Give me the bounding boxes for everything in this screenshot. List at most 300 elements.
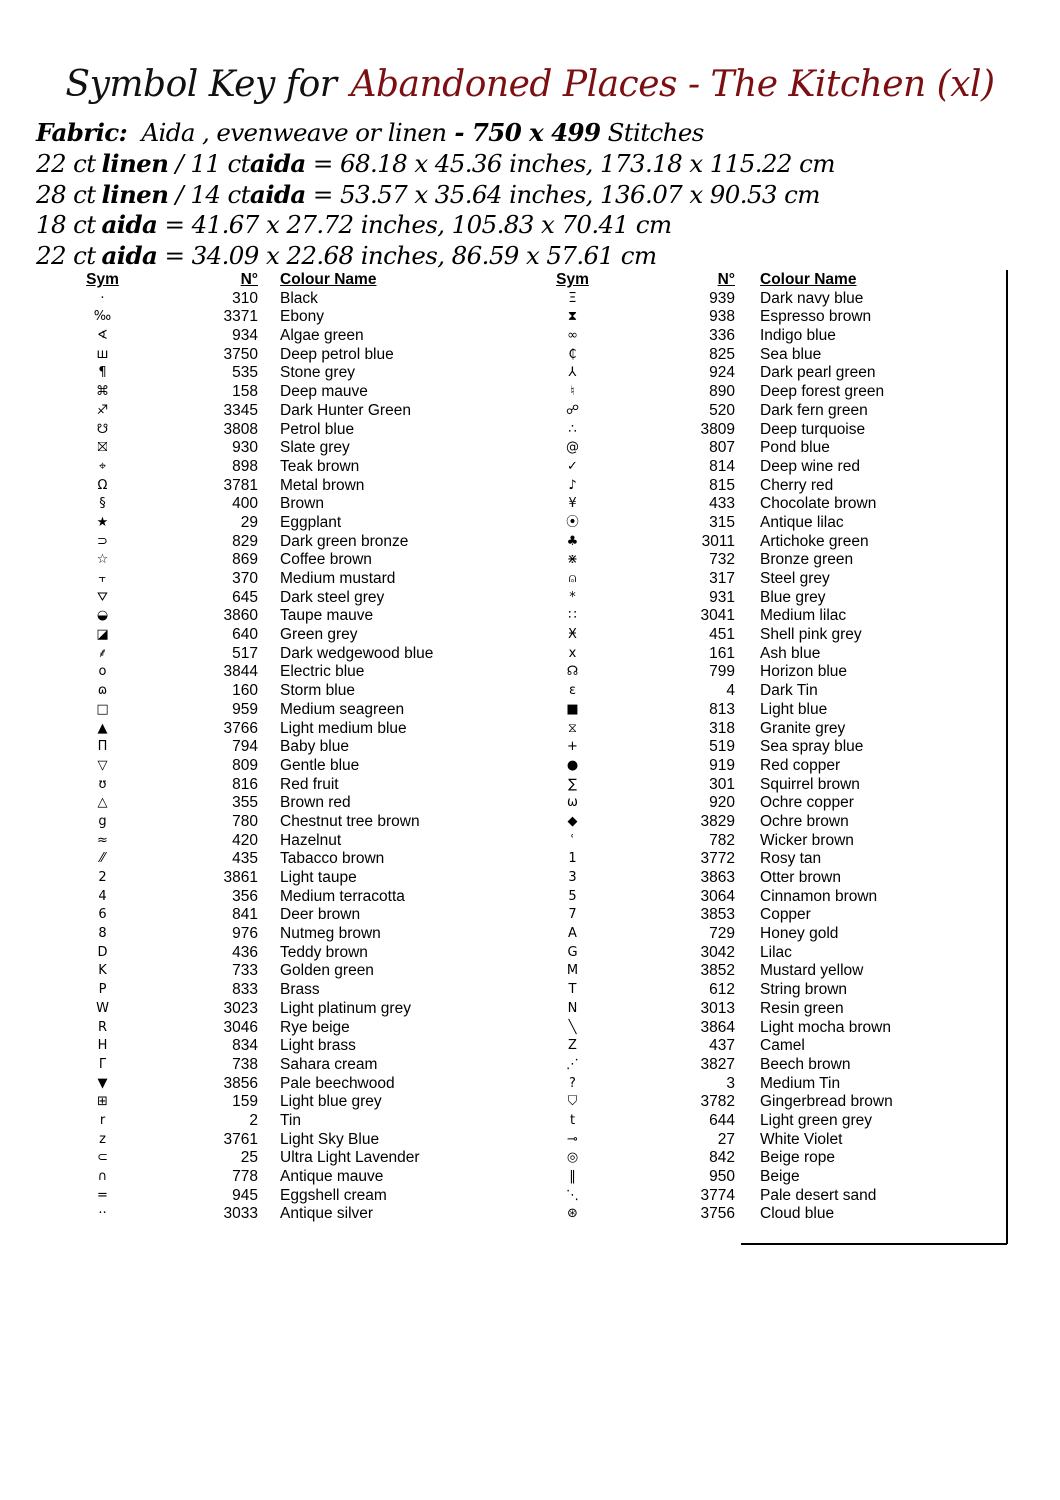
symbol-glyph: ∷ (568, 608, 577, 624)
table-row (70, 570, 490, 589)
table-row (70, 1037, 490, 1056)
dmc-number: 3750 (223, 345, 258, 363)
table-row (70, 813, 490, 832)
symbol-glyph: ∞ (567, 328, 578, 344)
colour-name: Lilac (760, 943, 792, 961)
header-num: N° (717, 271, 735, 288)
fabric-type: aida (101, 210, 158, 240)
dmc-number: 355 (232, 794, 258, 812)
colour-name: Light mocha brown (760, 1018, 891, 1036)
symbol-glyph: T (568, 982, 577, 998)
table-row (540, 1075, 1010, 1094)
colour-name: Pond blue (760, 439, 830, 457)
table-row (540, 645, 1010, 664)
symbol-glyph: ‰ (93, 309, 112, 325)
dmc-number: 3064 (700, 887, 735, 905)
colour-name: Medium mustard (280, 570, 396, 587)
colour-name: Teak brown (280, 457, 360, 475)
dmc-number: 435 (232, 850, 258, 868)
symbol-glyph: ш (96, 346, 109, 362)
table-row (70, 850, 490, 869)
table-row (70, 906, 490, 925)
colour-name: Shell pink grey (760, 626, 862, 644)
dmc-number: 809 (232, 756, 258, 774)
colour-name: Camel (760, 1037, 805, 1055)
symbol-glyph: ∩ (97, 1169, 108, 1184)
symbol-glyph: △ (97, 795, 108, 811)
fabric-size-line (36, 180, 1036, 211)
dmc-number: 780 (232, 812, 258, 830)
symbol-glyph: ʊ (98, 776, 107, 792)
symbol-glyph: ·· (98, 1206, 107, 1222)
colour-name: Brass (280, 981, 320, 999)
dmc-number: 160 (232, 682, 258, 700)
title-prefix: Symbol Key for (65, 64, 337, 105)
colour-name: Mustard yellow (760, 962, 864, 980)
colour-name: Nutmeg brown (280, 925, 381, 943)
colour-name: Rosy tan (760, 850, 822, 868)
colour-name: Chestnut tree brown (280, 812, 420, 830)
table-row (540, 720, 1010, 739)
colour-name: Dark wedgewood blue (280, 644, 434, 662)
dmc-number: 3013 (700, 999, 735, 1017)
colour-name: Light medium blue (280, 719, 407, 737)
symbol-glyph: ╲ (568, 1019, 577, 1035)
dmc-number: 158 (232, 383, 258, 401)
colour-name: Tabacco brown (280, 850, 385, 868)
colour-name: Dark Tin (760, 682, 818, 700)
symbol-glyph: Γ (98, 1056, 107, 1072)
symbol-glyph: ◪ (96, 627, 109, 643)
table-row (540, 458, 1010, 477)
dmc-number: 3042 (700, 943, 735, 961)
table-row (70, 720, 490, 739)
colour-name: Cloud blue (760, 1205, 835, 1223)
header-name: Colour Name (760, 271, 857, 288)
colour-name: Cinnamon brown (760, 887, 878, 905)
table-row (540, 402, 1010, 421)
dmc-number: 976 (232, 925, 258, 943)
table-row (540, 570, 1010, 589)
symbol-glyph: ⛛ (97, 589, 108, 605)
table-row (70, 701, 490, 720)
fabric-label: Fabric: (36, 118, 128, 147)
dmc-number: 451 (709, 626, 735, 644)
symbol-glyph: ⛝ (97, 440, 108, 456)
table-row (70, 925, 490, 944)
table-row (540, 607, 1010, 626)
dmc-number: 931 (709, 588, 735, 606)
colour-name: Granite grey (760, 719, 846, 737)
dmc-number: 738 (232, 1055, 258, 1073)
table-row (70, 1112, 490, 1131)
table-row (540, 551, 1010, 570)
dmc-number: 829 (232, 532, 258, 550)
symbol-glyph: 3 (568, 870, 577, 885)
symbol-glyph: ⦿ (565, 514, 579, 530)
symbol-glyph: A (568, 926, 577, 942)
symbol-glyph: □ (96, 701, 109, 717)
dmc-number: 437 (709, 1037, 735, 1055)
dmc-number: 3863 (700, 869, 735, 886)
table-row (70, 364, 490, 383)
colour-name: Light Sky Blue (280, 1130, 380, 1148)
colour-name: Artichoke green (760, 532, 869, 550)
dmc-number: 159 (232, 1093, 258, 1111)
table-row (540, 346, 1010, 365)
symbol-glyph: 7 (568, 907, 577, 923)
table-row (70, 888, 490, 907)
table-row (540, 794, 1010, 813)
stitch-suffix: Stitches (607, 118, 704, 147)
colour-name: Petrol blue (280, 420, 355, 438)
table-row (70, 1093, 490, 1112)
dmc-number: 3808 (223, 420, 258, 438)
table-row (540, 1205, 1010, 1224)
table-row (70, 962, 490, 981)
dmc-number: 2 (249, 1111, 258, 1129)
dmc-number: 898 (232, 457, 258, 475)
dmc-number: 807 (709, 439, 735, 457)
dmc-number: 869 (232, 551, 258, 569)
table-row (70, 439, 490, 458)
table-row (540, 533, 1010, 552)
table-row (70, 738, 490, 757)
table-row (540, 663, 1010, 682)
dmc-number: 3782 (700, 1093, 735, 1111)
symbol-glyph: 6 (98, 907, 107, 923)
table-row (540, 1149, 1010, 1168)
symbol-glyph: M (566, 963, 579, 979)
table-row (70, 626, 490, 645)
colour-name: Tin (280, 1111, 301, 1129)
dmc-number: 3852 (700, 962, 735, 980)
table-row (540, 1000, 1010, 1019)
symbol-glyph: ◆ (567, 813, 578, 829)
colour-name: Light brass (280, 1037, 356, 1055)
table-row (70, 346, 490, 365)
dmc-number: 3774 (700, 1186, 735, 1204)
symbol-glyph: ♣ (566, 533, 579, 549)
symbol-glyph: ◒ (96, 608, 109, 624)
symbol-glyph: ☍ (565, 402, 580, 418)
colour-name: Cherry red (760, 476, 834, 494)
colour-name: Otter brown (760, 869, 841, 886)
symbol-glyph: ? (569, 1075, 576, 1091)
colour-name: Pale desert sand (760, 1186, 877, 1204)
colour-name: Deep mauve (280, 383, 368, 401)
dmc-number: 318 (709, 719, 735, 737)
dmc-number: 3861 (223, 869, 258, 886)
table-row (70, 757, 490, 776)
table-header (540, 271, 1010, 290)
table-row (70, 776, 490, 795)
symbol-glyph: P (98, 982, 107, 998)
dmc-number: 815 (709, 476, 735, 494)
dmc-number: 3827 (700, 1055, 735, 1073)
table-row (70, 458, 490, 477)
dmc-number: 645 (232, 588, 258, 606)
symbol-glyph: ✓ (567, 458, 578, 474)
colour-name: Light taupe (280, 869, 357, 886)
colour-name: Hazelnut (280, 831, 342, 849)
dmc-number: 920 (709, 794, 735, 812)
colour-name: Pale beechwood (280, 1074, 395, 1092)
thread-count: 22 ct (36, 148, 96, 178)
table-row (540, 495, 1010, 514)
dmc-number: 3860 (223, 607, 258, 625)
dmc-number: 370 (232, 570, 258, 587)
table-row (70, 607, 490, 626)
symbol-glyph: ▼ (97, 1075, 108, 1091)
table-row (540, 1037, 1010, 1056)
table-row (540, 439, 1010, 458)
colour-name: Black (280, 289, 318, 307)
table-row (540, 813, 1010, 832)
pattern-name: Abandoned Places - The Kitchen (xl) (350, 64, 995, 105)
colour-name: Wicker brown (760, 831, 854, 849)
colour-name: Taupe mauve (280, 607, 374, 625)
symbol-glyph: ⫟ (98, 571, 107, 586)
table-row (70, 1149, 490, 1168)
colour-name: Algae green (280, 327, 364, 345)
colour-name: Ochre copper (760, 794, 854, 812)
colour-name: Indigo blue (760, 327, 836, 345)
symbol-glyph: ▽ (97, 757, 108, 773)
symbol-glyph: ♮ (570, 384, 575, 400)
table-row (70, 421, 490, 440)
dmc-number: 3864 (700, 1018, 735, 1036)
table-row (540, 589, 1010, 608)
symbol-glyph: W (96, 1000, 109, 1016)
dmc-number: 433 (709, 495, 735, 513)
dmc-number: 644 (709, 1111, 735, 1129)
dmc-number: 336 (709, 327, 735, 345)
colour-name: String brown (760, 981, 848, 999)
dimensions: = 41.67 x 27.72 inches, 105.83 x 70.41 cm (157, 210, 672, 240)
symbol-glyph: ☊ (566, 664, 579, 680)
symbol-glyph: x (568, 645, 577, 661)
symbol-glyph: ⸙ (97, 645, 108, 661)
stitch-count: 750 x 499 (471, 118, 601, 147)
symbol-glyph: Ӿ (568, 627, 577, 643)
table-row (540, 514, 1010, 533)
symbol-glyph: ⊂ (97, 1150, 108, 1166)
fabric-size-line (36, 149, 1036, 180)
fabric-type: linen (101, 179, 169, 209)
symbol-glyph: ≈ (97, 832, 108, 848)
table-row (70, 645, 490, 664)
colour-name: Electric blue (280, 663, 365, 681)
symbol-glyph: ¥ (568, 496, 577, 512)
colour-name: White Violet (760, 1130, 843, 1148)
symbol-glyph: ɛ (568, 683, 577, 699)
colour-name: Eggshell cream (280, 1186, 387, 1204)
colour-name: Beige (760, 1168, 800, 1185)
symbol-glyph: ⁄⁄ (100, 851, 105, 867)
dmc-number: 825 (709, 345, 735, 363)
table-row (70, 944, 490, 963)
dmc-number: 930 (232, 439, 258, 457)
dmc-number: 939 (709, 289, 735, 307)
colour-name: Medium Tin (760, 1074, 841, 1092)
dmc-number: 814 (709, 457, 735, 475)
dmc-number: 3 (726, 1074, 735, 1092)
colour-name: Dark pearl green (760, 364, 876, 382)
table-header (70, 271, 490, 290)
symbol-glyph: ɷ (97, 683, 108, 699)
dmc-number: 729 (709, 925, 735, 943)
symbol-glyph: ♐ (96, 402, 109, 418)
table-row (70, 290, 490, 309)
table-row (540, 1168, 1010, 1187)
dmc-number: 794 (232, 738, 258, 756)
table-row (70, 1205, 490, 1224)
dmc-number: 3772 (700, 850, 735, 868)
symbol-glyph: ⊛ (567, 1206, 578, 1222)
dmc-number: 3844 (223, 663, 258, 681)
dmc-number: 640 (232, 626, 258, 644)
fabric-size-line (36, 210, 1036, 241)
table-row (540, 364, 1010, 383)
symbol-glyph: N (567, 1000, 578, 1016)
table-row (70, 682, 490, 701)
colour-name: Light platinum grey (280, 999, 411, 1017)
symbol-glyph: 1 (568, 851, 577, 867)
symbol-glyph: ⅄ (568, 365, 577, 381)
colour-name: Sea spray blue (760, 738, 864, 756)
symbol-glyph: ∑ (568, 776, 577, 792)
colour-name: Stone grey (280, 364, 355, 382)
dmc-number: 799 (709, 663, 735, 681)
dmc-number: 29 (240, 513, 258, 531)
symbol-glyph: D (97, 944, 108, 960)
symbol-glyph: ∢ (97, 328, 108, 344)
table-row (70, 1131, 490, 1150)
symbol-glyph: R (97, 1019, 108, 1035)
dmc-number: 3033 (223, 1205, 258, 1223)
colour-name: Espresso brown (760, 308, 872, 326)
colour-name: Squirrel brown (760, 775, 860, 793)
table-row (540, 1019, 1010, 1038)
colour-name: Slate grey (280, 439, 350, 457)
symbol-glyph: ☆ (96, 552, 109, 568)
table-row (70, 589, 490, 608)
colour-name: Antique lilac (760, 513, 844, 531)
dmc-number: 301 (709, 775, 735, 793)
colour-name: Brown red (280, 794, 351, 812)
colour-name: Golden green (280, 962, 374, 980)
table-row (70, 1000, 490, 1019)
dmc-number: 25 (240, 1149, 258, 1167)
dmc-number: 782 (709, 831, 735, 849)
symbol-glyph: ¶ (98, 365, 107, 381)
colour-name: Dark navy blue (760, 289, 864, 307)
table-row (70, 869, 490, 888)
colour-name: Beech brown (760, 1055, 851, 1073)
symbol-glyph: ω (567, 795, 578, 811)
header-sym: Sym (556, 271, 589, 288)
symbol-glyph: ʿ (570, 832, 575, 848)
table-row (70, 794, 490, 813)
dmc-number: 3756 (700, 1205, 735, 1223)
symbol-glyph: ⊃ (97, 533, 108, 549)
symbol-glyph: ♪ (568, 477, 577, 493)
dmc-number: 945 (232, 1186, 258, 1204)
table-row (540, 1112, 1010, 1131)
symbol-glyph: ∴ (568, 421, 577, 437)
colour-name: Gingerbread brown (760, 1093, 893, 1111)
dmc-number: 3856 (223, 1074, 258, 1092)
table-row (540, 383, 1010, 402)
symbol-glyph: H (97, 1038, 108, 1054)
dmc-number: 317 (709, 570, 735, 587)
thread-count: / 11 ct (168, 148, 250, 178)
fabric-type: aida (249, 148, 306, 178)
table-row (540, 701, 1010, 720)
header-name: Colour Name (280, 271, 377, 288)
colour-name: Green grey (280, 626, 358, 644)
colour-name: Medium lilac (760, 607, 847, 625)
dmc-number: 959 (232, 700, 258, 718)
colour-name: Storm blue (280, 682, 355, 700)
symbol-glyph: ⋰ (566, 1056, 579, 1072)
dmc-number: 890 (709, 383, 735, 401)
table-row (540, 327, 1010, 346)
table-row (70, 495, 490, 514)
dmc-number: 420 (232, 831, 258, 849)
thread-count: / 14 ct (168, 179, 250, 209)
dmc-number: 3023 (223, 999, 258, 1017)
fabric-type: aida (101, 241, 158, 271)
dmc-number: 400 (232, 495, 258, 513)
colour-name: Deep forest green (760, 383, 885, 401)
symbol-glyph: · (100, 290, 105, 306)
dmc-number: 842 (709, 1149, 735, 1167)
table-row (540, 832, 1010, 851)
dmc-number: 732 (709, 551, 735, 569)
table-row (70, 663, 490, 682)
symbol-glyph: z (99, 1131, 106, 1147)
table-row (540, 682, 1010, 701)
dmc-number: 535 (232, 364, 258, 382)
dmc-number: 950 (709, 1168, 735, 1185)
dmc-number: 517 (232, 644, 258, 662)
colour-name: Deep wine red (760, 457, 860, 475)
fabric-types: Aida , evenweave or linen (141, 118, 447, 147)
table-row (70, 1187, 490, 1206)
symbol-glyph: g (98, 813, 107, 829)
dmc-number: 3345 (223, 401, 258, 419)
symbol-glyph: ■ (566, 701, 579, 717)
dmc-number: 3853 (700, 906, 735, 924)
symbol-glyph: Π (97, 739, 108, 755)
symbol-glyph: 4 (98, 888, 107, 904)
dmc-number: 436 (232, 943, 258, 961)
colour-name: Blue grey (760, 588, 826, 606)
dmc-number: 834 (232, 1037, 258, 1055)
dmc-number: 733 (232, 962, 258, 980)
colour-name: Sea blue (760, 345, 822, 363)
colour-name: Red copper (760, 756, 841, 774)
colour-name: Gentle blue (280, 756, 360, 774)
table-row (70, 477, 490, 496)
thread-count: 22 ct (36, 241, 96, 271)
fabric-type: aida (249, 179, 306, 209)
dmc-number: 310 (232, 289, 258, 307)
symbol-glyph: 8 (98, 926, 107, 942)
dmc-number: 813 (709, 700, 735, 718)
